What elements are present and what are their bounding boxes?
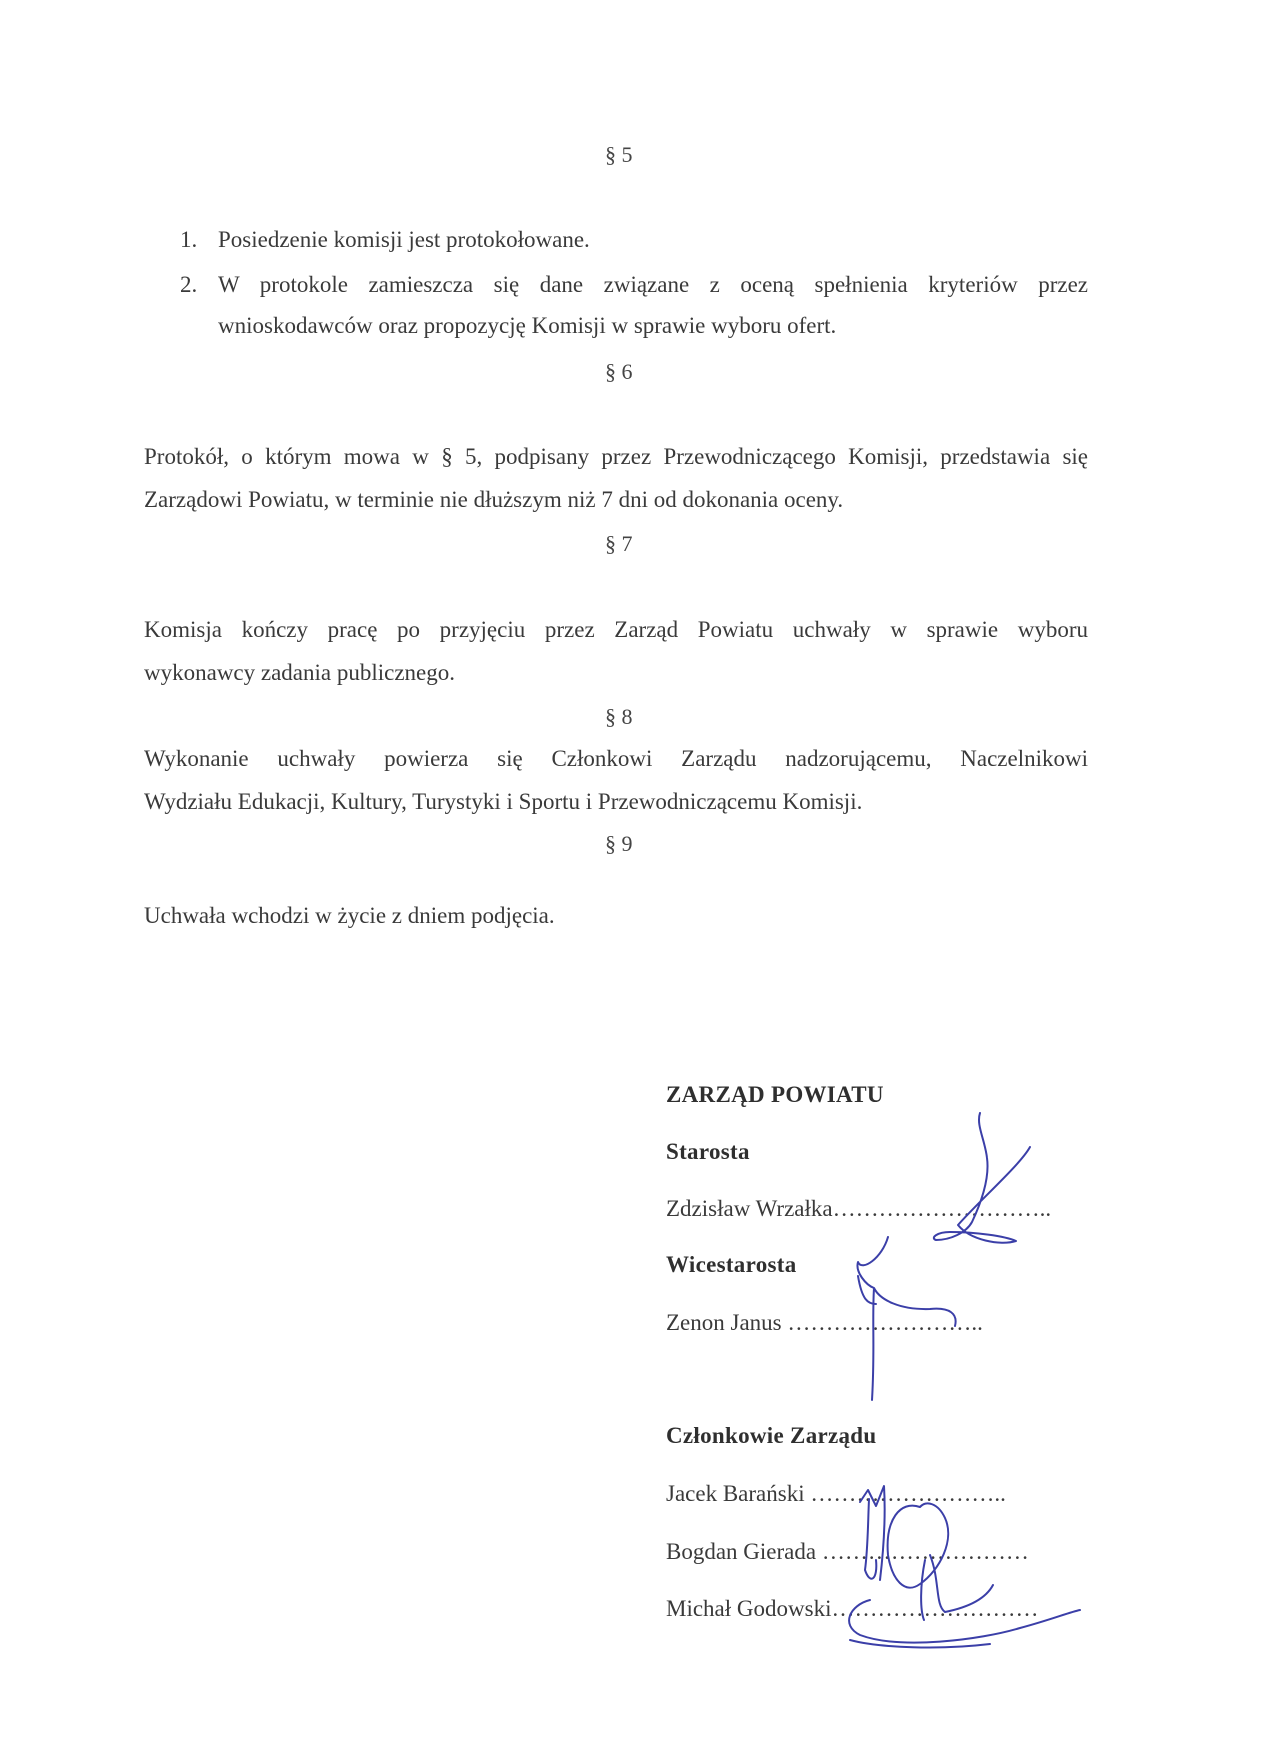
s7-line-2: wykonawcy zadania publicznego. — [144, 660, 456, 685]
s5-item-2-line-2: wnioskodawców oraz propozycję Komisji w sprawie wyboru ofert. — [218, 313, 837, 338]
section-8-heading: § 8 — [605, 704, 633, 729]
section-6-heading: § 6 — [605, 359, 633, 384]
starosta-signature-line: Zdzisław Wrzałka……………………….. — [666, 1196, 1052, 1221]
section-9-heading: § 9 — [605, 831, 633, 856]
members-label: Członkowie Zarządu — [666, 1423, 877, 1448]
member-2-signature-line: Bogdan Gierada ……………………… — [666, 1539, 1029, 1564]
s7-line-1: Komisja kończy pracę po przyjęciu przez Zarząd Powiatu uchwały w sprawie wyboru — [144, 617, 1088, 642]
board-title: ZARZĄD POWIATU — [666, 1082, 884, 1107]
s6-line-2: Zarządowi Powiatu, w terminie nie dłuższym niż 7 dni od dokonania oceny. — [144, 487, 844, 512]
s6-line-1: Protokół, o którym mowa w § 5, podpisany przez Przewodniczącego Komisji, przedstawia się — [144, 444, 1088, 469]
s5-item-1-text: Posiedzenie komisji jest protokołowane. — [218, 227, 590, 252]
starosta-label: Starosta — [666, 1139, 750, 1164]
s5-item-2-line-1: W protokole zamieszcza się dane związane z oceną spełnienia kryteriów przez — [218, 272, 1088, 297]
starosta-signature — [934, 1113, 1030, 1243]
s5-item-1-number: 1. — [180, 227, 198, 252]
s8-line-1: Wykonanie uchwały powierza się Członkowi Zarządu nadzorującemu, Naczelnikowi — [144, 746, 1088, 771]
member-1-signature-line: Jacek Barański …………………….. — [666, 1481, 1006, 1506]
member-3-signature-line: Michał Godowski……………………… — [666, 1596, 1039, 1621]
s5-item-2-number: 2. — [180, 272, 198, 297]
s8-line-2: Wydziału Edukacji, Kultury, Turystyki i Sportu i Przewodniczącemu Komisji. — [144, 789, 863, 814]
section-7-heading: § 7 — [605, 531, 633, 556]
wicestarosta-signature-line: Zenon Janus …………………….. — [666, 1310, 983, 1335]
s9-text: Uchwała wchodzi w życie z dniem podjęcia. — [144, 903, 555, 928]
wicestarosta-label: Wicestarosta — [666, 1252, 797, 1277]
section-5-heading: § 5 — [605, 142, 633, 167]
